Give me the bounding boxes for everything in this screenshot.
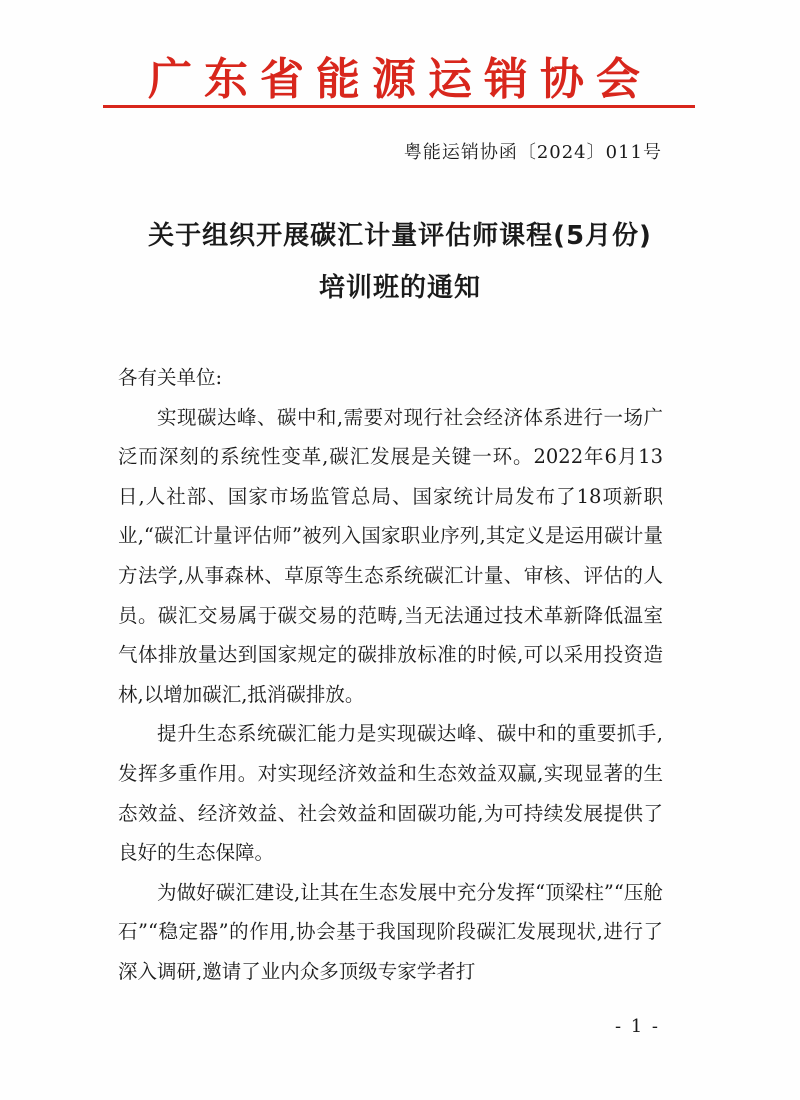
document-title	[0, 210, 800, 314]
page-number: - 1 -	[614, 1016, 660, 1037]
organization-letterhead: 广东省能源运销协会	[148, 54, 652, 105]
paragraph-1: 实现碳达峰、碳中和,需要对现行社会经济体系进行一场广泛而深刻的系统性变革,碳汇发展是关键一环。2022年6月13日,人社部、国家市场监管总局、国家统计局发布了18项新职业,“碳汇计量评估师”被列入国家职业序列,其定义是运用碳计量方法学,从事森林、草原等生态系统碳汇计量、审核、评估的人员。碳汇交易属于碳交易的范畴,当无法通过技术革新降低温室气体排放量达到国家规定的碳排放标准的时候,可以采用投资造林,以增加碳汇,抵消碳排放。	[118, 405, 663, 706]
letterhead-red-rule	[103, 105, 695, 108]
document-number: 粤能运销协函〔2024〕011号	[403, 142, 662, 163]
salutation: 各有关单位:	[118, 366, 223, 389]
paragraph-2: 提升生态系统碳汇能力是实现碳达峰、碳中和的重要抓手,发挥多重作用。对实现经济效益和生态效益双赢,实现显著的生态效益、经济效益、社会效益和固碳功能,为可持续发展提供了良好的生态保障。	[118, 722, 663, 865]
document-body	[118, 358, 663, 992]
paragraph-3: 为做好碳汇建设,让其在生态发展中充分发挥“顶梁柱”“压舱石”“稳定器”的作用,协会基于我国现阶段碳汇发展现状,进行了深入调研,邀请了业内众多顶级专家学者打	[118, 880, 663, 983]
title-line-2: 培训班的通知	[318, 273, 481, 303]
title-line-1: 关于组织开展碳汇计量评估师课程(5月份)	[148, 221, 652, 251]
